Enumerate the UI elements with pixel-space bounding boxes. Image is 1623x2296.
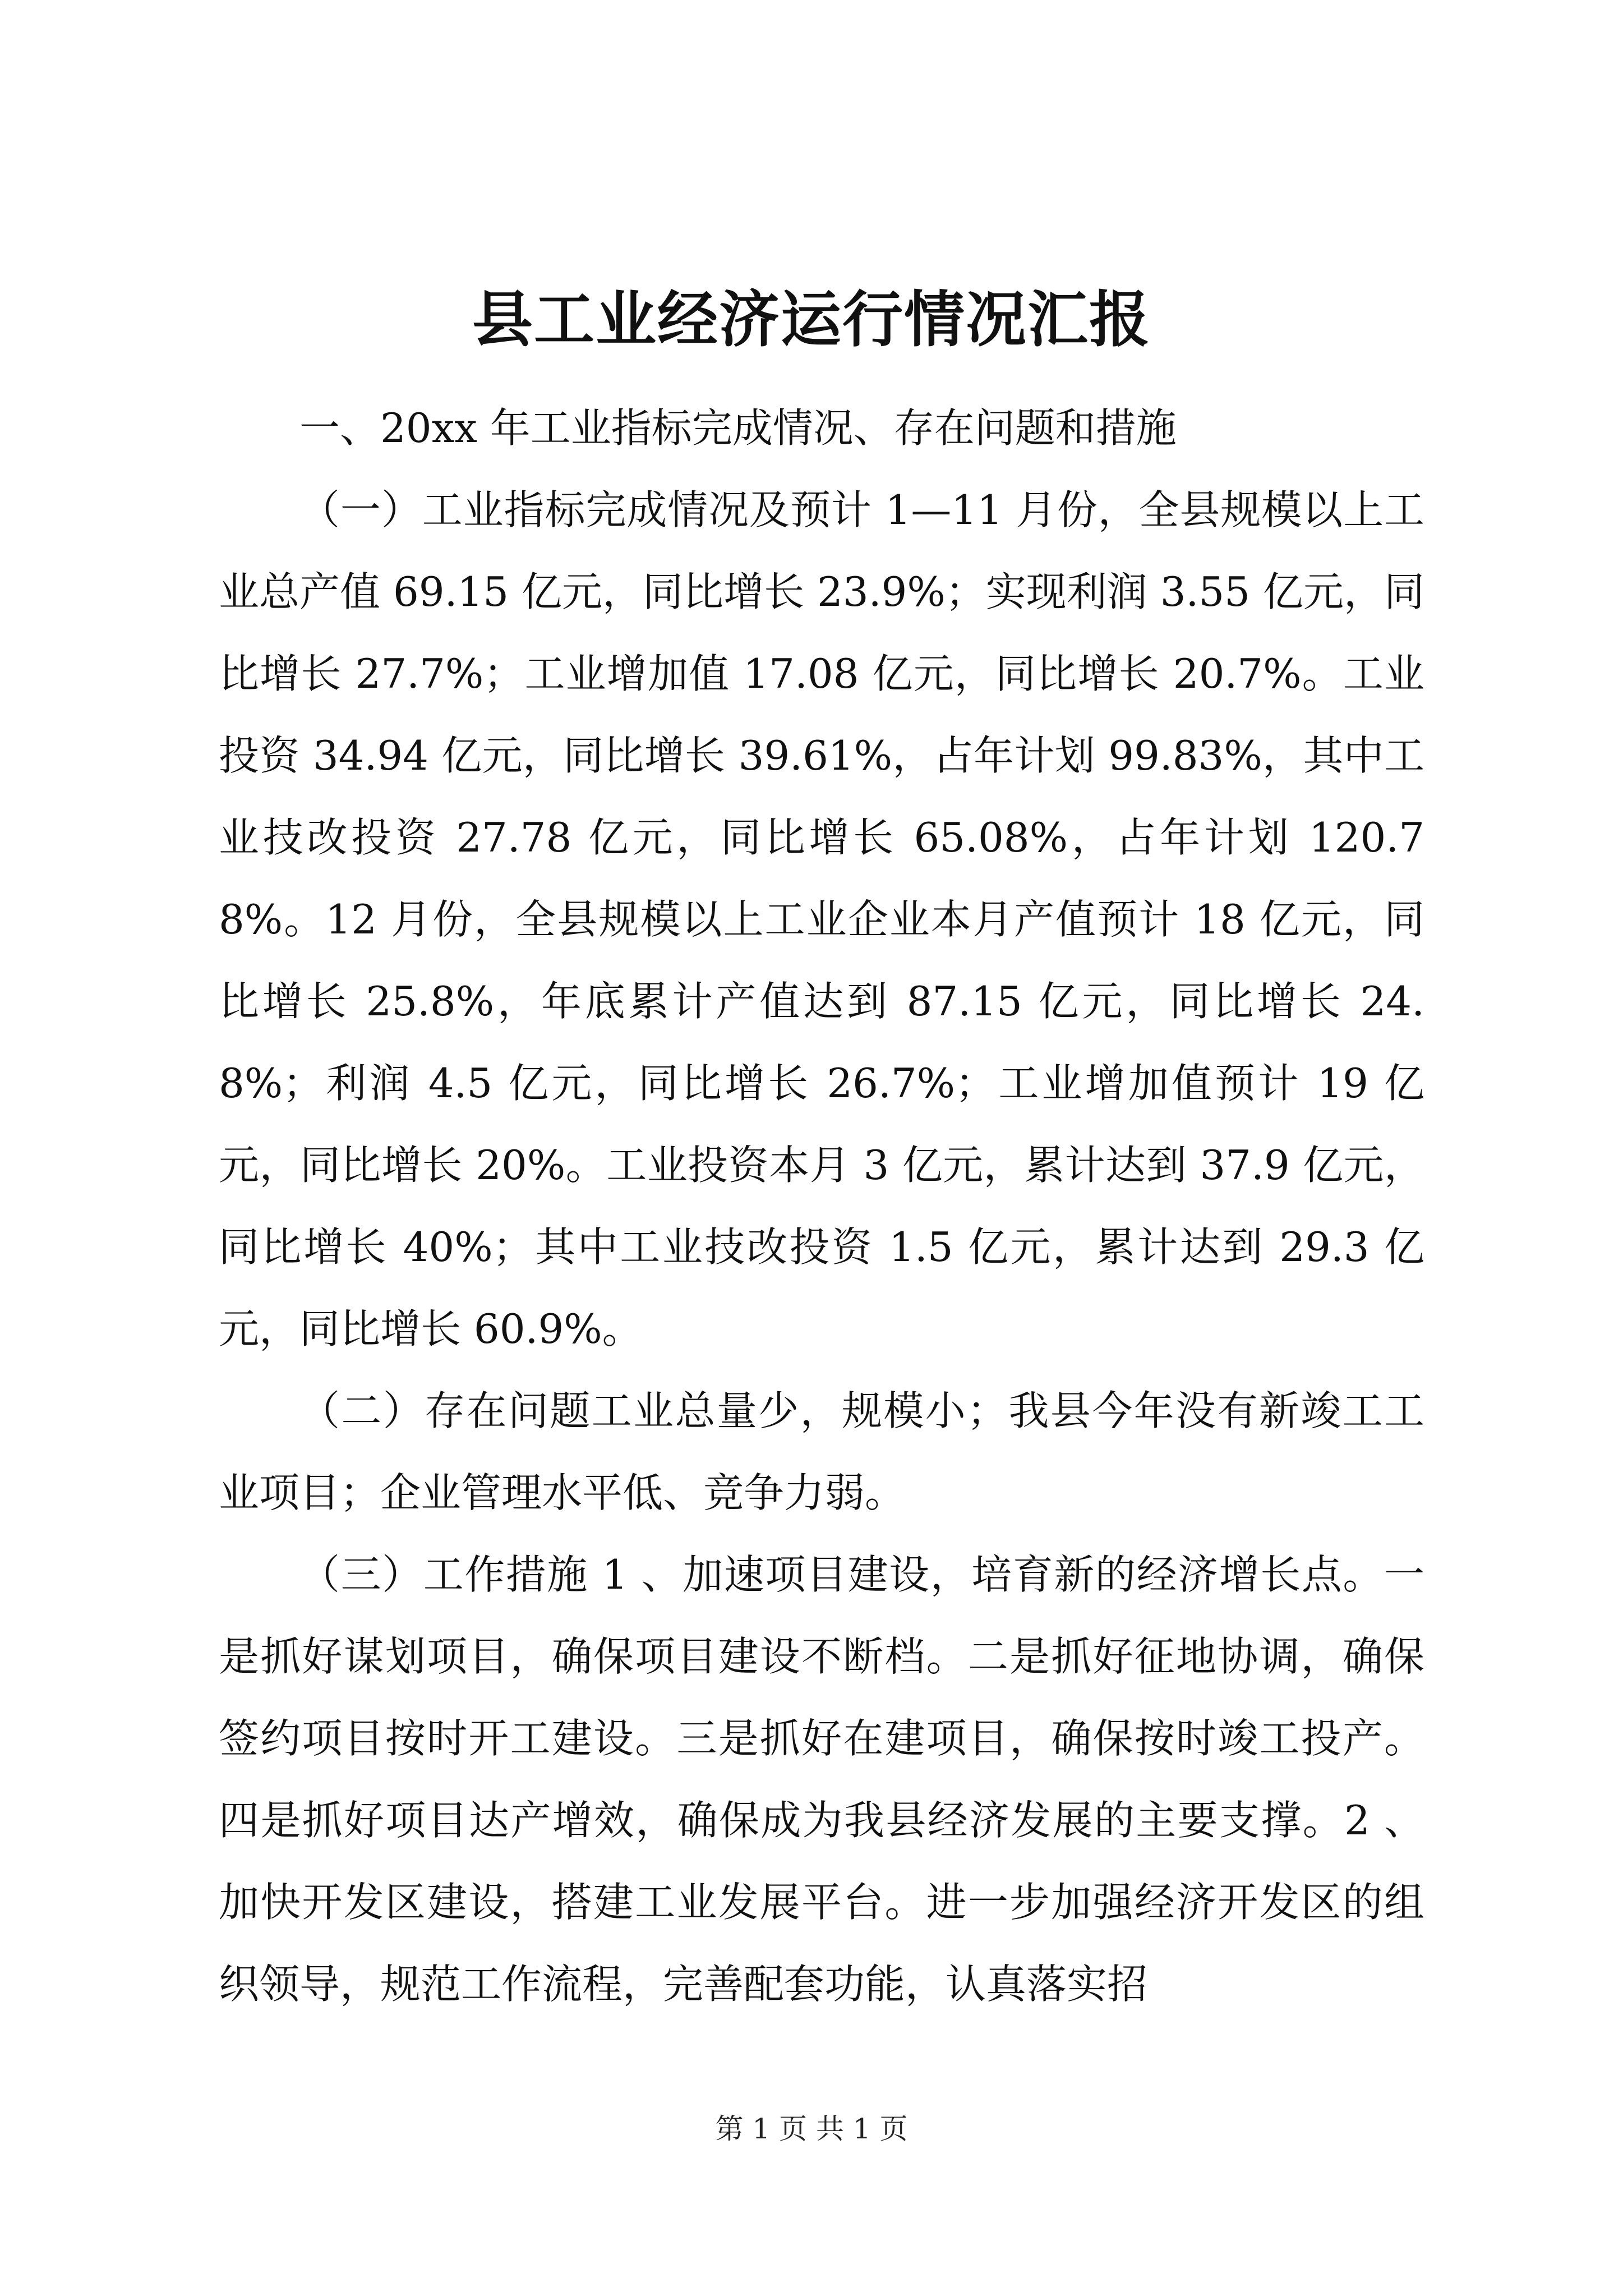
paragraph-measures: （三）工作措施 1 、加速项目建设，培育新的经济增长点。一是抓好谋划项目，确保项目建设不断档。二是抓好征地协调，确保签约项目按时开工建设。三是抓好在建项目，确保按时竣工投产。四是抓好项目达产增效，确保成为我县经济发展的主要支撑。2 、加快开发区建设，搭建工业发展平台。进一步加强经济开发区的组织领导，规范工作流程，完善配套功能，认真落实招 [219, 1551, 1424, 2008]
section-heading: 一、20xx 年工业指标完成情况、存在问题和措施 [299, 404, 1177, 452]
paragraph-problems: （二）存在问题工业总量少，规模小；我县今年没有新竣工工业项目；企业管理水平低、竞争力弱。 [219, 1387, 1424, 1516]
paragraph-indicators: （一）工业指标完成情况及预计 1—11 月份，全县规模以上工业总产值 69.15 亿元，同比增长 23.9%；实现利润 3.55 亿元，同比增长 27.7%；工业增加值 17.08 亿元，同比增长 20.7%。工业投资 34.94 亿元，同比增长 39.61%，占年计划 99.83%，其中工业技改投资 27.78 亿元，同比增长 65.08%，占年计划 120.78%。12 月份，全县规模以上工业企业本月产值预计 18 亿元，同比增长 25.8%，年底累计产值达到 87.15 亿元，同比增长 24.8%；利润 4.5 亿元，同比增长 26.7%；工业增加值预计 19 亿元，同比增长 20%。工业投资本月 3 亿元，累计达到 37.9 亿元，同比增长 40%；其中工业技改投资 1.5 亿元，累计达到 29.3 亿元，同比增长 60.9%。 [219, 486, 1424, 1352]
page-footer: 第 1 页 共 1 页 [715, 2113, 908, 2145]
document-title: 县工业经济运行情况汇报 [472, 284, 1151, 355]
document-body [219, 387, 1424, 2025]
